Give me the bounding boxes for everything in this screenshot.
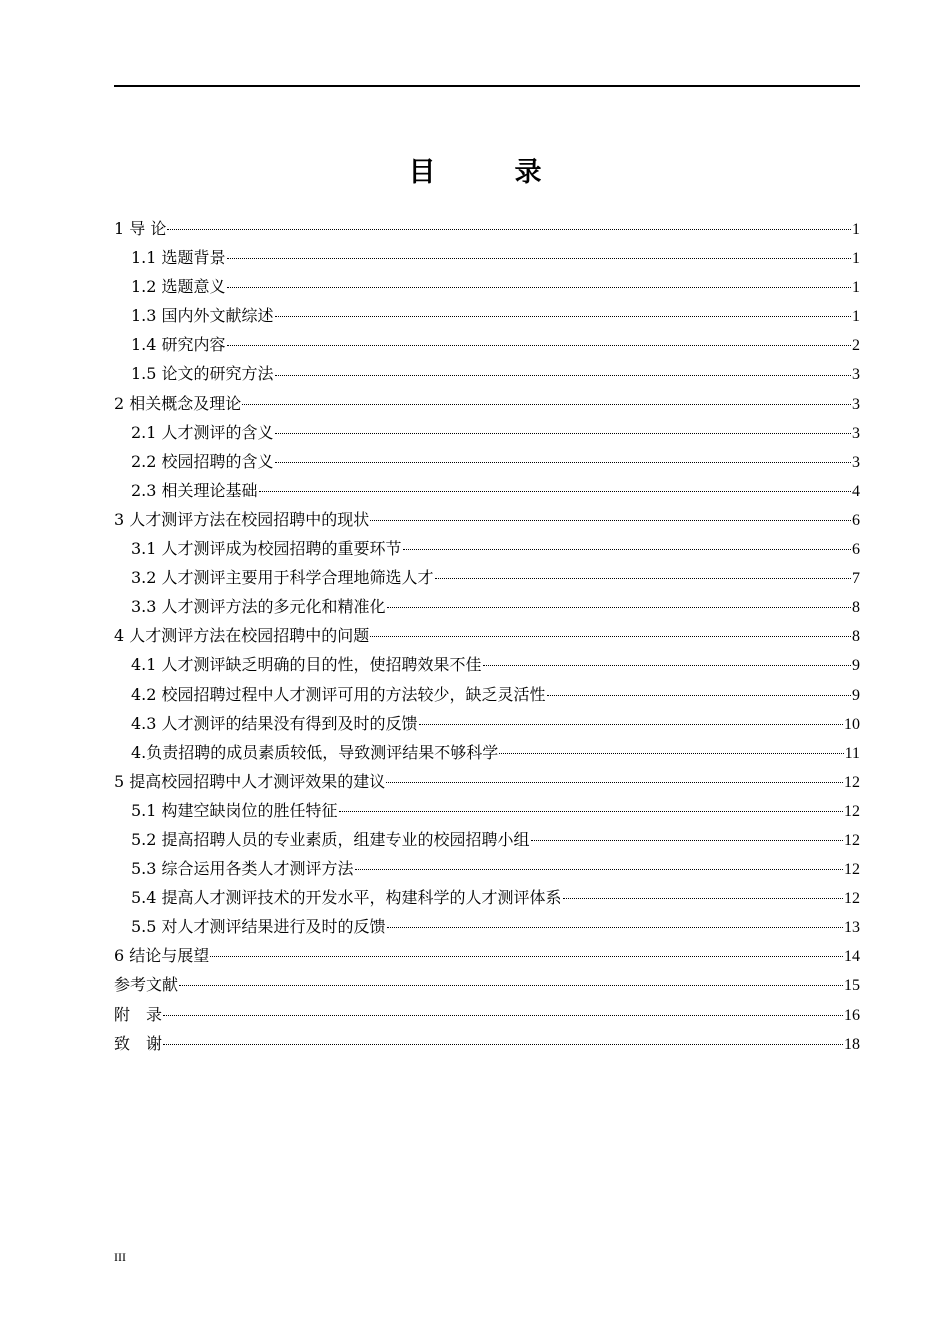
toc-entry[interactable] [114, 476, 860, 505]
toc-dot-leader [275, 433, 851, 434]
toc-dot-leader [339, 811, 843, 812]
toc-entry[interactable] [114, 796, 860, 825]
toc-entry-page: 15 [844, 977, 860, 995]
toc-entry-title: 1.4 研究内容 [131, 335, 226, 355]
toc-entry-page: 14 [844, 948, 860, 966]
toc-entry-title: 5.5 对人才测评结果进行及时的反馈 [131, 917, 386, 937]
toc-entry[interactable] [114, 738, 860, 767]
footer-page-number: III [114, 1250, 126, 1264]
toc-entry[interactable] [114, 389, 860, 418]
toc-entry[interactable] [114, 825, 860, 854]
toc-entry-title: 3.1 人才测评成为校园招聘的重要环节 [131, 539, 402, 559]
toc-dot-leader [275, 316, 851, 317]
toc-dot-leader [531, 840, 843, 841]
toc-entry-title: 1.1 选题背景 [131, 248, 226, 268]
toc-entry[interactable] [114, 941, 860, 970]
toc-dot-leader [275, 462, 851, 463]
toc-dot-leader [547, 695, 851, 696]
toc-entry-title: 参考文献 [114, 975, 179, 995]
toc-dot-leader [275, 375, 851, 376]
toc-entry-page: 3 [852, 453, 860, 471]
toc-entry[interactable] [114, 592, 860, 621]
toc-entry-title: 3 人才测评方法在校园招聘中的现状 [114, 509, 370, 529]
toc-entry-title: 5 提高校园招聘中人才测评效果的建议 [114, 771, 386, 791]
toc-dot-leader [242, 404, 851, 405]
toc-dot-leader [370, 520, 851, 521]
toc-entry-page: 12 [844, 773, 860, 791]
toc-dot-leader [259, 491, 851, 492]
toc-entry-title: 5.4 提高人才测评技术的开发水平，构建科学的人才测评体系 [131, 888, 562, 908]
toc-entry[interactable] [114, 709, 860, 738]
toc-entry[interactable] [114, 650, 860, 679]
toc-dot-leader [355, 869, 843, 870]
toc-entry-page: 3 [852, 395, 860, 413]
toc-entry[interactable] [114, 214, 860, 243]
toc-entry[interactable] [114, 418, 860, 447]
toc-entry-title: 3.2 人才测评主要用于科学合理地筛选人才 [131, 568, 434, 588]
toc-entry-page: 4 [852, 482, 860, 500]
toc-entry[interactable] [114, 680, 860, 709]
toc-entry-title: 6 结论与展望 [114, 946, 210, 966]
toc-dot-leader [435, 578, 851, 579]
toc-entry-title: 附 录 [114, 1004, 163, 1024]
toc-entry-page: 9 [852, 686, 860, 704]
toc-entry[interactable] [114, 301, 860, 330]
toc-entry-title: 4.3 人才测评的结果没有得到及时的反馈 [131, 713, 418, 733]
toc-entry-page: 8 [852, 628, 860, 646]
toc-dot-leader [499, 753, 843, 754]
toc-dot-leader [386, 782, 843, 783]
toc-entry[interactable] [114, 505, 860, 534]
toc-dot-leader [403, 549, 851, 550]
toc-entry-page: 6 [852, 541, 860, 559]
toc-entry[interactable] [114, 1029, 860, 1058]
toc-dot-leader [163, 1044, 843, 1045]
toc-dot-leader [419, 724, 843, 725]
toc-entry-title: 4.负责招聘的成员素质较低，导致测评结果不够科学 [131, 742, 499, 762]
toc-dot-leader [179, 985, 843, 986]
toc-entry-title: 5.2 提高招聘人员的专业素质，组建专业的校园招聘小组 [131, 829, 530, 849]
toc-entry-page: 7 [852, 570, 860, 588]
toc-entry-title: 1.5 论文的研究方法 [131, 364, 274, 384]
toc-entry[interactable] [114, 621, 860, 650]
toc-entry[interactable] [114, 563, 860, 592]
toc-entry-page: 12 [844, 861, 860, 879]
toc-entry-page: 2 [852, 337, 860, 355]
toc-dot-leader [387, 607, 851, 608]
toc-entry-page: 11 [844, 744, 860, 762]
toc-dot-leader [210, 956, 843, 957]
toc-entry-page: 3 [852, 366, 860, 384]
toc-entry-page: 1 [852, 308, 860, 326]
toc-entry[interactable] [114, 534, 860, 563]
toc-entry[interactable] [114, 330, 860, 359]
toc-entry[interactable] [114, 854, 860, 883]
toc-entry[interactable] [114, 359, 860, 388]
toc-entry-page: 12 [844, 890, 860, 908]
toc-dot-leader [167, 229, 851, 230]
toc-entry[interactable] [114, 970, 860, 999]
toc-entry-page: 12 [844, 831, 860, 849]
toc-dot-leader [227, 287, 851, 288]
toc-entry-page: 8 [852, 599, 860, 617]
toc-entry-page: 1 [852, 279, 860, 297]
toc-dot-leader [227, 258, 851, 259]
toc-entry-page: 1 [852, 250, 860, 268]
toc-entry-title: 1.2 选题意义 [131, 277, 226, 297]
toc-entry-title: 1 导 论 [114, 219, 167, 238]
toc-entry[interactable] [114, 272, 860, 301]
toc-entry-title: 1.3 国内外文献综述 [131, 306, 274, 326]
toc-entry-title: 4.1 人才测评缺乏明确的目的性，使招聘效果不佳 [131, 655, 482, 675]
toc-entry[interactable] [114, 447, 860, 476]
toc-dot-leader [563, 898, 843, 899]
toc-entry[interactable] [114, 1000, 860, 1029]
toc-entry-title: 2.3 相关理论基础 [131, 480, 258, 500]
toc-entry[interactable] [114, 912, 860, 941]
toc-entry-title: 2.1 人才测评的含义 [131, 422, 274, 442]
toc-entry-page: 18 [844, 1035, 860, 1053]
toc-entry-title: 3.3 人才测评方法的多元化和精准化 [131, 597, 386, 617]
toc-entry-page: 12 [844, 802, 860, 820]
toc-entry-title: 4.2 校园招聘过程中人才测评可用的方法较少，缺乏灵活性 [131, 684, 546, 704]
toc-dot-leader [227, 345, 851, 346]
toc-entry-title: 5.1 构建空缺岗位的胜任特征 [131, 800, 338, 820]
toc-entry-page: 6 [852, 511, 860, 529]
toc-entry-page: 9 [852, 657, 860, 675]
toc-entry-page: 3 [852, 424, 860, 442]
toc-dot-leader [370, 636, 851, 637]
toc-dot-leader [163, 1015, 843, 1016]
toc-dot-leader [483, 665, 851, 666]
toc-entry-title: 2.2 校园招聘的含义 [131, 451, 274, 471]
toc-entry[interactable] [114, 243, 860, 272]
toc-entry-title: 2 相关概念及理论 [114, 393, 242, 413]
toc-entry-page: 1 [852, 221, 860, 238]
toc-entry[interactable] [114, 883, 860, 912]
header-rule [114, 85, 860, 87]
toc-entry-page: 10 [844, 715, 860, 733]
toc-entry[interactable] [114, 767, 860, 796]
toc-entry-page: 16 [844, 1006, 860, 1024]
toc-entry-title: 致 谢 [114, 1033, 163, 1053]
toc-list [114, 214, 860, 1058]
toc-title: 目 录 [408, 157, 568, 188]
toc-entry-title: 4 人才测评方法在校园招聘中的问题 [114, 626, 370, 646]
toc-entry-title: 5.3 综合运用各类人才测评方法 [131, 859, 354, 879]
toc-dot-leader [387, 927, 843, 928]
toc-entry-page: 13 [844, 919, 860, 937]
